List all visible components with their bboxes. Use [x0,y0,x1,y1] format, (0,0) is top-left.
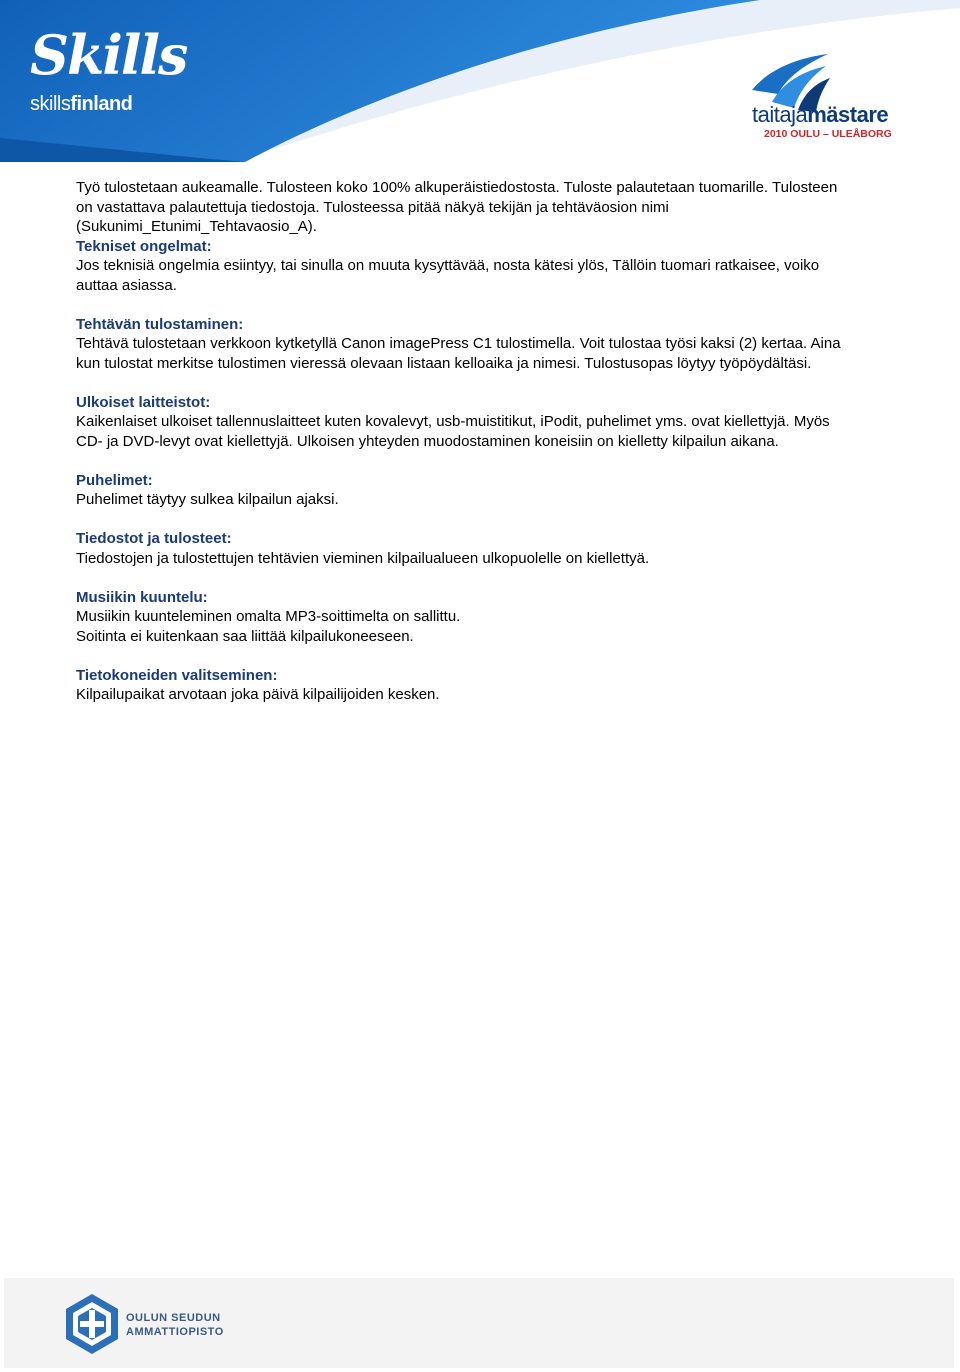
page-header [0,0,960,172]
taitaja-mastare-logo [748,50,928,150]
skillsfinland-wordmark [30,94,132,114]
taitaja-word-bold: mästare [807,102,889,127]
section-text: Tehtävä tulostetaan verkkoon kytketyllä Canon imagePress C1 tulostimella. Voit tulostaa työsi kaksi (2) kertaa. Aina kun tulostat merkitse tulostimen vieressä olevaan listaan kelloaika ja nimesi. Tulostusopas löytyy työpöydältäsi. [76,335,841,372]
skills-wordmark: Skills [30,23,187,87]
document-body [76,178,856,705]
section-heading: Tekniset ongelmat: [76,237,212,255]
page-footer [0,1278,960,1370]
section-text: Kaikenlaiset ulkoiset tallennuslaitteet kuten kovalevyt, usb-muistitikut, iPodit, puhelimet yms. ovat kiellettyjä. Myös CD- ja DVD-levyt ovat kiellettyjä. Ulkoisen yhteyden muodostaminen koneisiin on kielletty kilpailun aikana. [76,413,830,450]
intro-paragraph: Työ tulostetaan aukeamalle. Tulosteen koko 100% alkuperäistiedostosta. Tuloste palautetaan tuomarille. Tulosteen on vastattava palautettuja tiedostoja. Tulosteessa pitää näkyä tekijän ja tehtäväosion nimi (Sukunimi_Etunimi_Tehtavaosio_A). [76,179,838,235]
section-heading: Musiikin kuuntelu: [76,588,208,606]
taitaja-subtitle: 2010 OULU – ULEÅBORG [764,128,892,140]
section-heading: Tehtävän tulostaminen: [76,315,244,333]
section-text: Kilpailupaikat arvotaan joka päivä kilpailijoiden kesken. [76,686,440,703]
taitaja-wordmark [752,104,888,126]
section-tekniset-ongelmat [76,237,856,296]
osao-name-line1: OULUN SEUDUN [126,1312,221,1324]
skillsfinland-prefix: skills [30,93,71,115]
skills-finland-logo [22,22,187,122]
osao-name [126,1311,224,1339]
section-tietokoneiden-valitseminen [76,666,856,705]
section-tehtavan-tulostaminen [76,315,856,374]
section-text: Puhelimet täytyy sulkea kilpailun ajaksi. [76,491,339,508]
section-tiedostot-ja-tulosteet [76,529,856,568]
section-text: Tiedostojen ja tulostettujen tehtävien vieminen kilpailualueen ulkopuolelle on kiellettyä. [76,549,650,567]
osao-name-line2: AMMATTIOPISTO [126,1326,224,1338]
skillsfinland-suffix: finland [70,93,133,115]
section-text: Musiikin kuunteleminen omalta MP3-soittimelta on sallittu. [76,608,461,625]
section-musiikin-kuuntelu [76,588,856,647]
section-ulkoiset-laitteistot [76,393,856,452]
section-text: Soitinta ei kuitenkaan saa liittää kilpailukoneeseen. [76,627,414,645]
osao-hexagon-icon [62,1292,122,1356]
section-puhelimet [76,471,856,510]
section-text: Jos teknisiä ongelmia esiintyy, tai sinulla on muuta kysyttävää, nosta kätesi ylös, Tällöin tuomari ratkaisee, voiko auttaa asiassa. [76,257,820,294]
section-heading: Tietokoneiden valitseminen: [76,666,278,684]
section-heading: Puhelimet: [76,471,153,489]
section-heading: Tiedostot ja tulosteet: [76,530,232,547]
taitaja-word-regular: taitaja [752,102,808,127]
section-heading: Ulkoiset laitteistot: [76,393,211,411]
